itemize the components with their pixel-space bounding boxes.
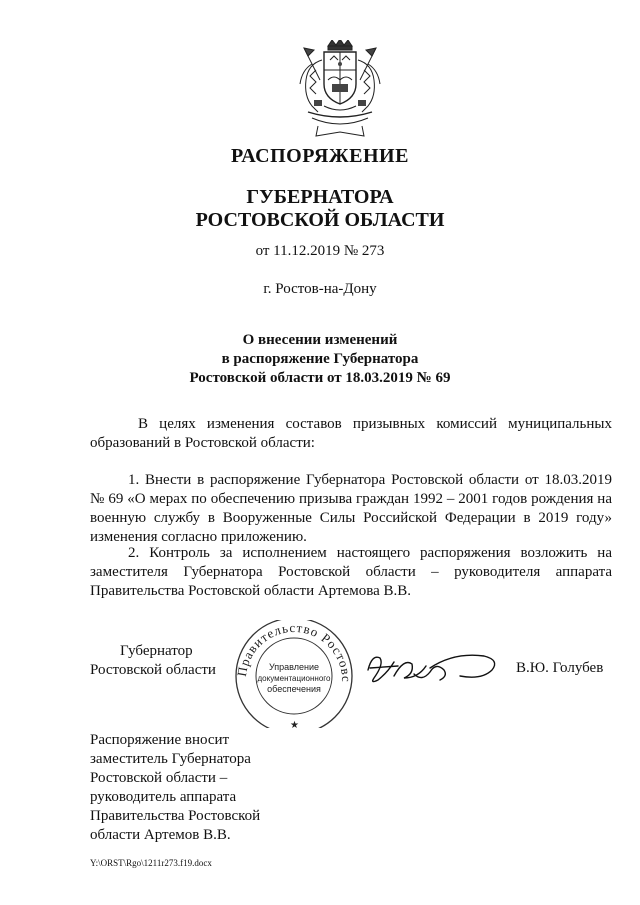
signer-position: [90, 642, 230, 680]
signer-name: В.Ю. Голубев: [516, 660, 604, 676]
clause-1-paragraph: 1. Внести в распоряжение Губернатора Ростовской области от 18.03.2019 № 69 «О мерах по обеспечению призыва граждан 1992 – 2001 годов рождения на военную службу в Вооруженные Силы Российской Федерации в 2019 году» изменения согласно приложению.: [90, 472, 612, 545]
file-path-footer: Y:\ORST\Rgo\1211r273.f19.docx: [90, 858, 212, 868]
stamp-ring-text: Правительство Ростовс: [233, 620, 355, 683]
stamp-center-text: обеспечения: [267, 684, 321, 694]
document-subject: [0, 331, 640, 388]
signer-position-line: Ростовской области: [90, 662, 216, 678]
contributor-line: области Артемов В.В.: [90, 827, 231, 843]
subject-line: Ростовской области от 18.03.2019 № 69: [189, 370, 451, 386]
document-title: РАСПОРЯЖЕНИЕ: [231, 145, 409, 167]
contributor-line: Ростовской области –: [90, 770, 228, 786]
svg-text:★: ★: [290, 720, 299, 728]
stamp-center-text: документационного: [257, 674, 331, 683]
document-date-number: от 11.12.2019 № 273: [255, 243, 385, 259]
issuer-line: ГУБЕРНАТОРА: [246, 186, 394, 208]
contributor-note: [90, 731, 260, 845]
handwritten-signature-icon: [364, 648, 504, 692]
subject-line: О внесении изменений: [242, 332, 398, 348]
preamble-paragraph: В целях изменения составов призывных комиссий муниципальных образований в Ростовской области:: [90, 416, 612, 451]
signer-position-line: Губернатор: [120, 643, 193, 659]
contributor-line: заместитель Губернатора: [90, 751, 251, 767]
document-city: г. Ростов-на-Дону: [263, 281, 377, 297]
contributor-line: Распоряжение вносит: [90, 732, 230, 748]
coat-of-arms-icon: [294, 40, 386, 140]
subject-line: в распоряжение Губернатора: [221, 351, 419, 367]
contributor-line: Правительства Ростовской: [90, 808, 261, 824]
contributor-line: руководитель аппарата: [90, 789, 237, 805]
document-issuer: [0, 186, 640, 232]
issuer-line: РОСТОВСКОЙ ОБЛАСТИ: [195, 209, 445, 231]
clause-2-paragraph: 2. Контроль за исполнением настоящего распоряжения возложить на заместителя Губернатора Ростовской области – руководителя аппарата Правительства Ростовской области Артемова В.В.: [90, 545, 612, 599]
stamp-center-text: Управление: [268, 662, 320, 672]
official-stamp-icon: [224, 620, 364, 728]
